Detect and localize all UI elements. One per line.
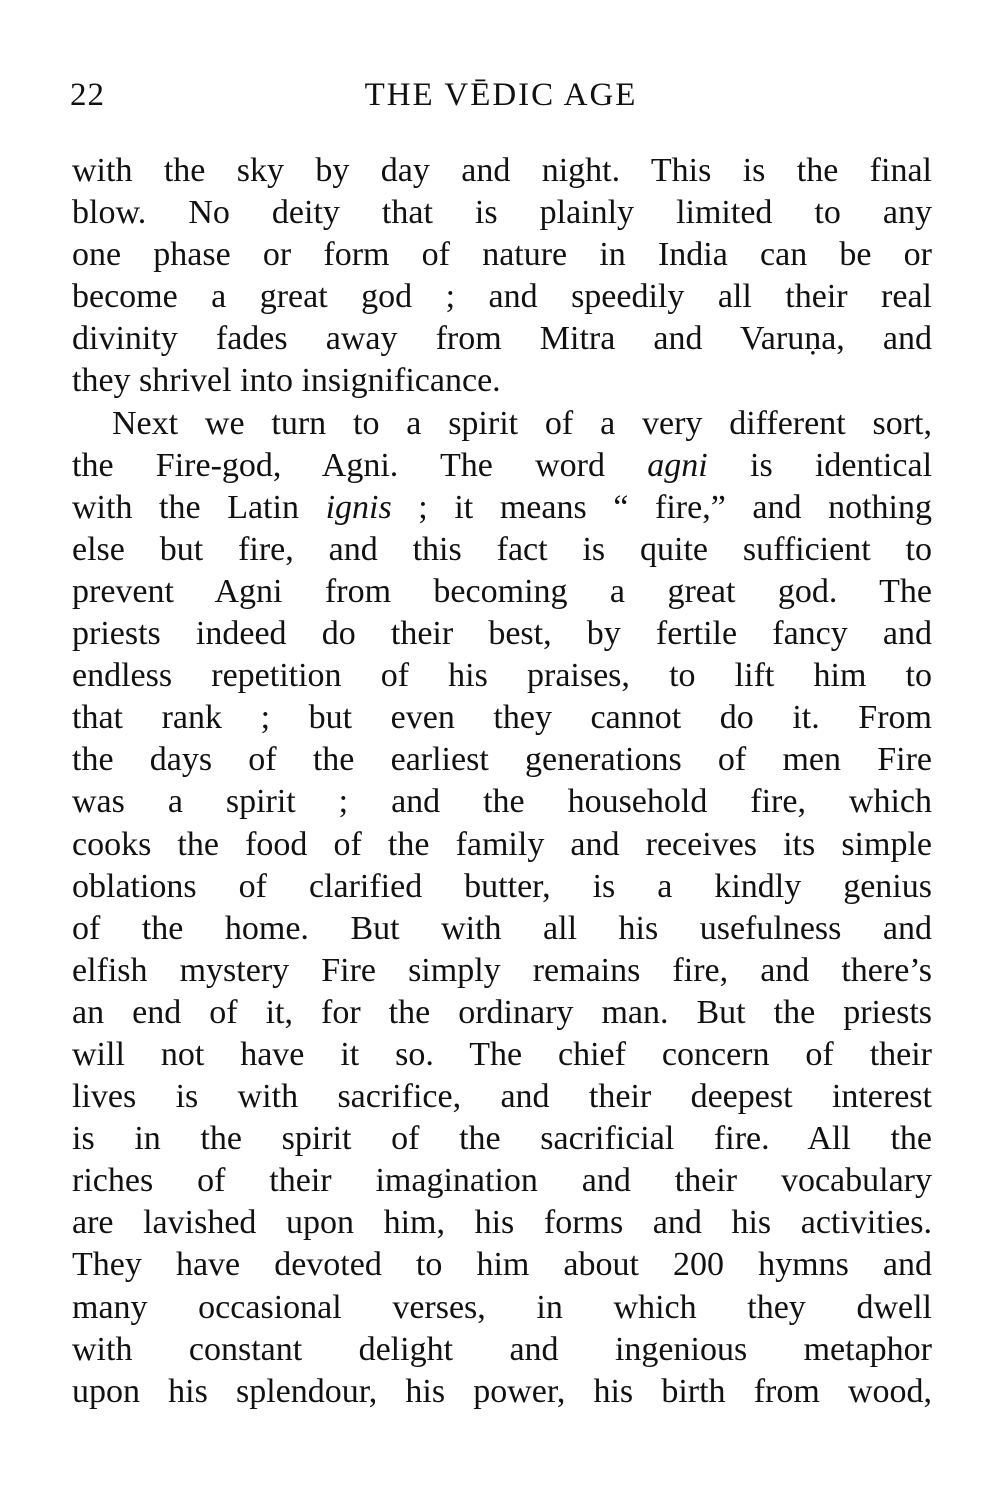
text-line: the days of the earliest generations of men Fire (72, 741, 932, 779)
text-line: they shrivel into insignificance. (72, 362, 501, 400)
text-line: prevent Agni from becoming a great god. The (72, 572, 932, 610)
text-line: lives is with sacrifice, and their deepest interest (72, 1078, 932, 1116)
text-line: with constant delight and ingenious metaphor (72, 1330, 932, 1368)
text-line: oblations of clarified butter, is a kindly genius (72, 867, 932, 905)
text-segment: with the Latin (72, 488, 299, 526)
text-line: are lavished upon him, his forms and his activities. (72, 1204, 932, 1242)
paragraph-start-line: Next we turn to a spirit of a very different sort, (112, 404, 932, 442)
text-line: priests indeed do their best, by fertile fancy and (72, 615, 932, 653)
italic-term: ignis (325, 488, 392, 526)
text-line: an end of it, for the ordinary man. But the priests (72, 993, 932, 1031)
text-line: will not have it so. The chief concern of their (72, 1035, 932, 1073)
italic-term: agni (647, 446, 708, 484)
text-segment: the Fire-god, Agni. The word (72, 446, 605, 484)
text-line: was a spirit ; and the household fire, which (72, 783, 932, 821)
page-number: 22 (70, 77, 105, 113)
text-line: of the home. But with all his usefulness and (72, 909, 932, 947)
text-line: riches of their imagination and their vocabulary (72, 1162, 932, 1200)
text-line: upon his splendour, his power, his birth from wood, (72, 1372, 932, 1410)
text-line: endless repetition of his praises, to lift him to (72, 657, 932, 695)
text-segment: ; it means “ fire,” and nothing (418, 488, 932, 526)
running-title: THE VĒDIC AGE (364, 77, 638, 113)
text-line: elfish mystery Fire simply remains fire, and there’s (72, 951, 932, 989)
text-line: that rank ; but even they cannot do it. From (72, 699, 932, 737)
text-line: blow. No deity that is plainly limited to any (72, 194, 932, 232)
text-line: cooks the food of the family and receives its simple (72, 825, 932, 863)
text-segment: is identical (750, 446, 932, 484)
body-text (72, 150, 932, 1413)
text-line: become a great god ; and speedily all their real (72, 278, 932, 316)
text-line: one phase or form of nature in India can be or (72, 236, 932, 274)
text-line: is in the spirit of the sacrificial fire. All the (72, 1120, 932, 1158)
running-head (70, 72, 932, 118)
text-line: many occasional verses, in which they dwell (72, 1288, 932, 1326)
text-line: They have devoted to him about 200 hymns and (72, 1246, 932, 1284)
text-line (72, 487, 932, 529)
text-line (72, 445, 932, 487)
text-line: with the sky by day and night. This is the final (72, 152, 932, 189)
text-line: else but fire, and this fact is quite sufficient to (72, 530, 932, 568)
text-line: divinity fades away from Mitra and Varuṇa, and (72, 320, 932, 358)
